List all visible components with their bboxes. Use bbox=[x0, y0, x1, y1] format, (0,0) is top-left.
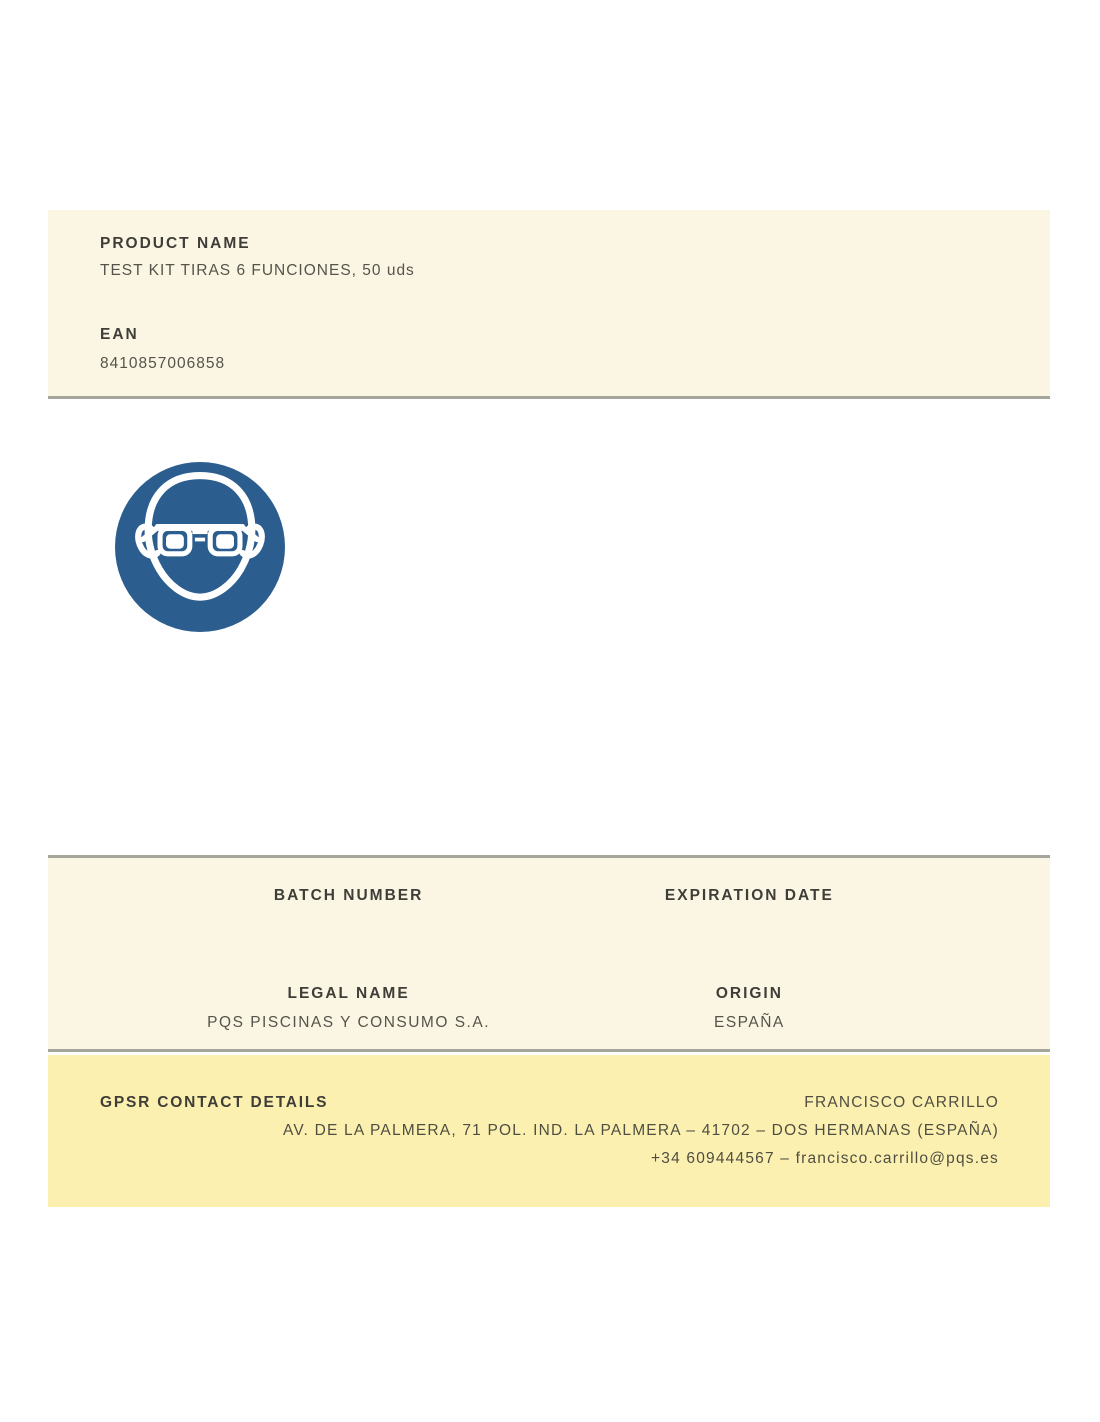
ean-value: 8410857006858 bbox=[100, 355, 226, 372]
details-card bbox=[48, 855, 1050, 1052]
product-name-value: TEST KIT TIRAS 6 FUNCIONES, 50 uds bbox=[100, 262, 415, 279]
gpsr-contact-phone-email: +34 609444567 – francisco.carrillo@pqs.es bbox=[651, 1150, 999, 1167]
origin-value: ESPAÑA bbox=[714, 1014, 785, 1031]
gpsr-contact-name: FRANCISCO CARRILLO bbox=[804, 1094, 999, 1111]
product-card bbox=[48, 210, 1050, 399]
product-name-label: PRODUCT NAME bbox=[100, 235, 251, 252]
origin-label: ORIGIN bbox=[715, 985, 783, 1002]
gpsr-contact-card bbox=[48, 1055, 1050, 1207]
batch-number-label: BATCH NUMBER bbox=[273, 887, 424, 904]
legal-name-value: PQS PISCINAS Y CONSUMO S.A. bbox=[207, 1014, 490, 1031]
wear-eye-protection-icon bbox=[115, 462, 285, 632]
gpsr-contact-address: AV. DE LA PALMERA, 71 POL. IND. LA PALMERA – 41702 – DOS HERMANAS (ESPAÑA) bbox=[283, 1122, 999, 1139]
ean-label: EAN bbox=[100, 326, 139, 343]
legal-name-label: LEGAL NAME bbox=[287, 985, 410, 1002]
gpsr-contact-label: GPSR CONTACT DETAILS bbox=[100, 1094, 329, 1111]
expiration-date-label: EXPIRATION DATE bbox=[664, 887, 834, 904]
